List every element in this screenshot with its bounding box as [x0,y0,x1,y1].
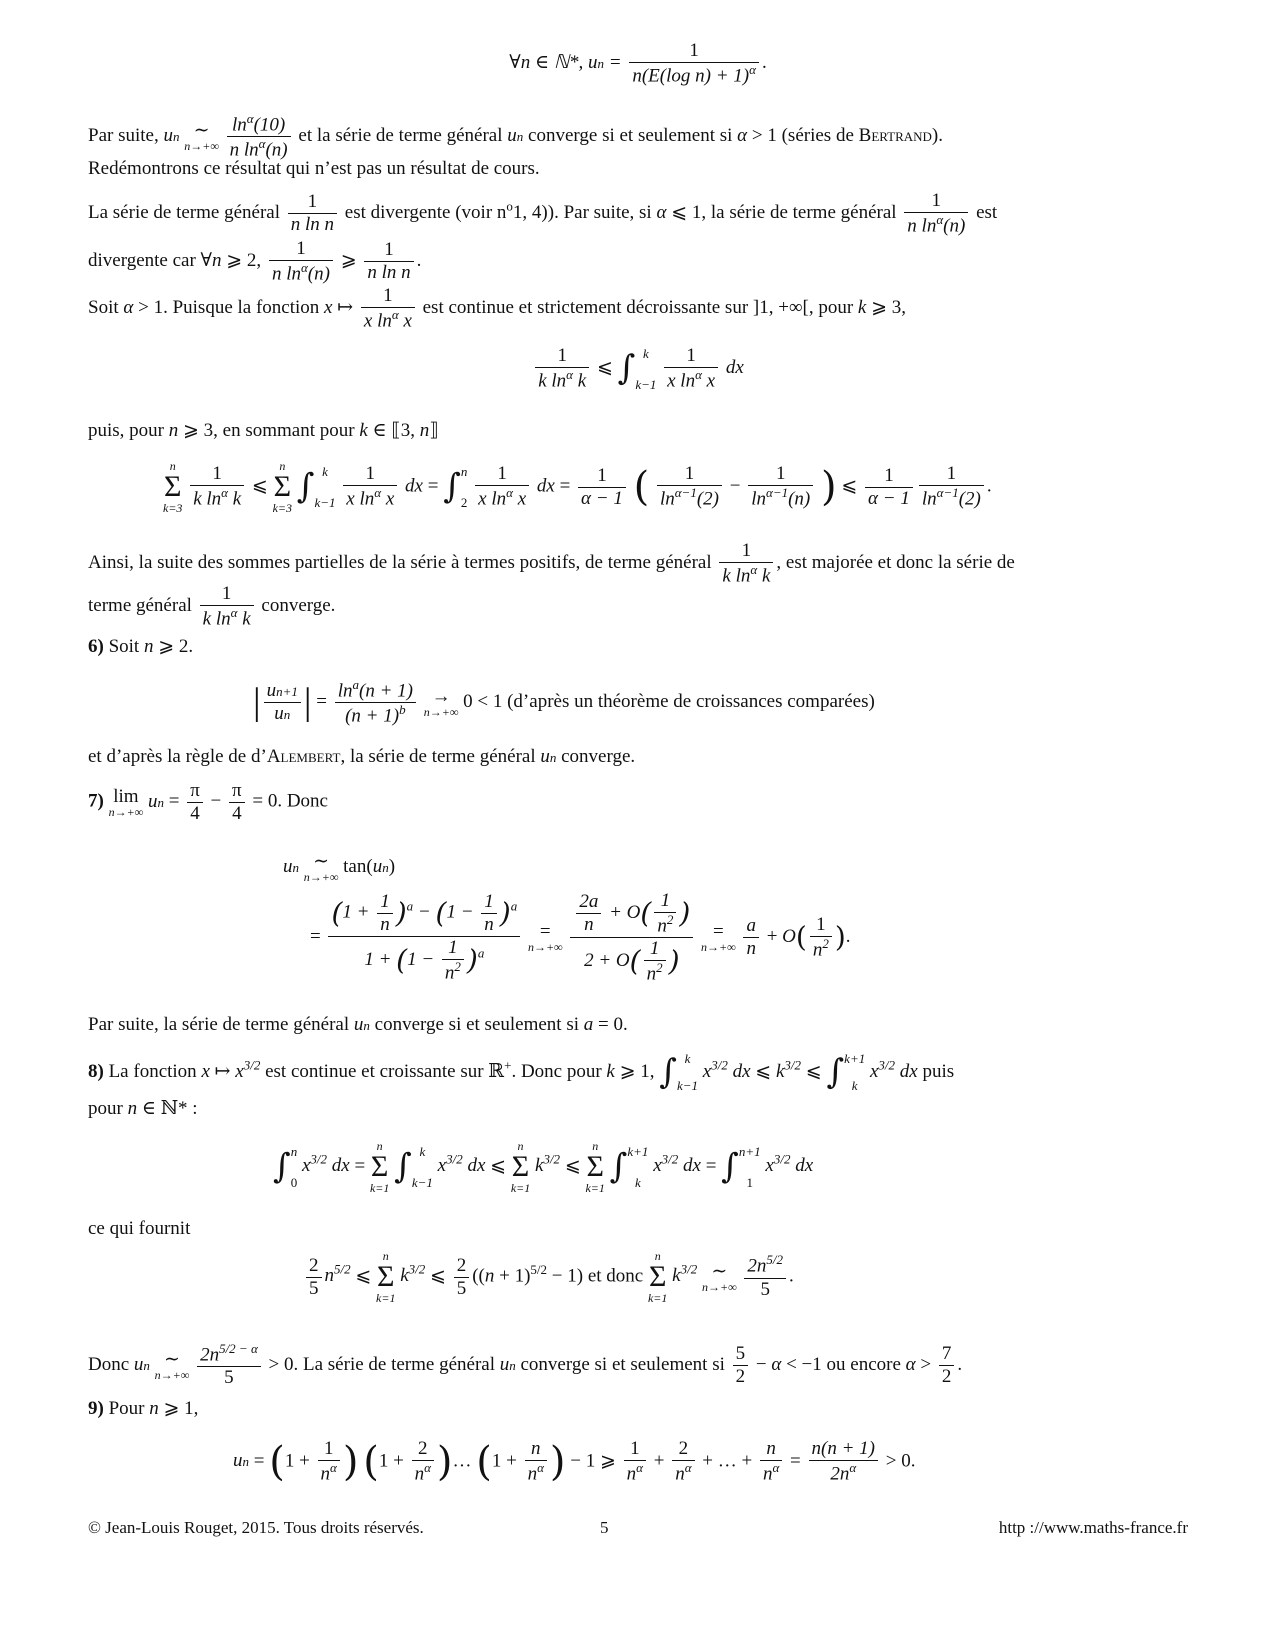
equation-integral-bound: $\frac{1}{k \ln^\alpha k}$ ⩽ ∫ k k−1 $\frac{1}{x \ln^\alpha x}$ dx [88,345,1188,392]
item-8-heading: 8) La fonction x ↦ $x^{3/2}$ est continue et croissante sur ℝ+. Donc pour k ⩾ 1, ∫ k k−1 $x^{3/2}$ dx ⩽ $k^{3/2}$ ⩽ ∫ k+1 k $x^{3/2}$ dx puis [88,1051,955,1094]
text-line: et d’après la règle de d’Alembert, la série de terme général un converge. [88,746,636,767]
equation-integral-comparison: ∫ n 0 $x^{3/2}$ dx = n Σ k=1 ∫ k k−1 $x^{3/2}$ dx ⩽ n Σ k=1 $k^{3/2}$ ⩽ n Σ k=1 ∫ k+1 k $x^{3/2}$ dx = ∫ n+1 1 $x^{3/2}$ dx [273,1139,814,1195]
document-page [88,0,1188,1650]
item-9-heading: 9) Pour n ⩾ 1, [88,1398,199,1419]
equation-sum-chain: n Σ k=3 $\frac{1}{k \ln^\alpha k}$ ⩽ n Σ k=3 ∫ k k−1 $\frac{1}{x \ln^\alpha x}$ dx = ∫ n 2 $\frac{1}{x \ln^\alpha x}$ dx = $\frac{1}{\alpha - 1}$ ( $\frac{1}{\ln^{\alpha-1}(2)}$ − $\frac{1}{\ln^{\alpha-1}(n)}$ ) ⩽ $\frac{1}{\alpha - 1}$ $\frac{1}{\ln^{\alpha-1}(2)}$ . [163,459,992,515]
footer-page-number: 5 [600,1518,609,1537]
equation-tan-expansion: = (1 + $\frac{1}{n}$ )$^a$ − (1 − $\frac{1}{n}$ )$^a$ 1 + (1 − $\frac{1}{n^2}$ )$^a$ = n→+∞ $\frac{2a}{n}$ + O( $\frac{1}{n^2}$ ) 2 + O( $\frac{1}{n^2}$ ) = n→+∞ $\frac{a}{n}$ + O( $\frac{1}{n^2}$ ). [310,890,851,985]
equation-sum-equivalent: $\frac{2}{5}$ $n^{5/2}$ ⩽ n Σ k=1 $k^{3/2}$ ⩽ $\frac{2}{5}$ $((n + 1)^{5/2} - 1)$ et donc n Σ k=1 $k^{3/2}$ ∼ n→+∞ $\frac{2n^{5/2}}{5}$ . [303,1250,794,1304]
footer-url[interactable]: http ://www.maths-france.fr [998,1518,1188,1537]
item-6-heading: 6) Soit n ⩾ 2. [88,636,194,657]
paragraph-divergence-cont: divergente car ∀n ⩾ 2, $\frac{1}{n \ln^\alpha(n)}$ ⩾ $\frac{1}{\text{n ln n}}$ . [88,238,422,285]
text-line: ce qui fournit [88,1218,191,1239]
equation-dalembert: | $\frac{un+1}{un}$ | = $\frac{\ln^a(n + 1)}{(n + 1)^b}$ → n→+∞ 0 < 1 (d’après un théorème de croissances comparées) [253,677,875,727]
text-line: pour n ∈ ℕ* : [88,1098,198,1119]
equation-tan-equivalent: un ∼ n→+∞ tan(un) [283,851,396,884]
text-line: puis, pour n ⩾ 3, en sommant pour k ∈ ⟦3, n⟧ [88,420,439,441]
paragraph-ainsi: Ainsi, la suite des sommes partielles de la série à termes positifs, de terme général $\frac{1}{k \ln^\alpha k}$ , est majorée et donc la série de [88,540,1015,587]
paragraph-ainsi-cont: terme général $\frac{1}{k \ln^\alpha k}$ converge. [88,583,336,630]
item-7-heading: 7) lim n→+∞ un = $\frac{\pi}{4}$ − $\frac{\pi}{4}$ = 0. Donc [88,780,328,824]
text-line: Par suite, la série de terme général un converge si et seulement si a = 0. [88,1014,628,1035]
equation-un-definition: ∀n ∈ ℕ*, un = $\frac{1}{n(E(\log n) + 1)^\alpha}$ . [509,40,767,87]
paragraph-divergence: La série de terme général $\frac{1}{\text{n ln n}}$ est divergente (voir $n^o1$, 4)). Par suite, si α ⩽ 1, la série de terme général $\frac{1}{n \ln^\alpha(n)}$ est [88,190,998,237]
equation-product-bound: un = (1 + $\frac{1}{n^\alpha}$ ) (1 + $\frac{2}{n^\alpha}$ )… (1 + $\frac{n}{n^\alpha}$ ) − 1 ⩾ $\frac{1}{n^\alpha}$ + $\frac{2}{n^\alpha}$ + … + $\frac{n}{n^\alpha}$ = $\frac{n(n + 1)}{2n^\alpha}$ > 0. [233,1438,916,1485]
footer-copyright: © Jean-Louis Rouget, 2015. Tous droits réservés. [88,1518,424,1537]
text-line: Redémontrons ce résultat qui n’est pas un résultat de cours. [88,158,540,179]
paragraph-bertrand: Par suite, un ∼ n→+∞ $\frac{\ln^\alpha(10)}{n \ln^\alpha(n)}$ et la série de terme général un converge si et seulement si α > 1 (séries de Bertrand). [88,111,943,161]
paragraph-donc-un: Donc un ∼ n→+∞ $\frac{2n^{5/2 - \alpha}}{5}$ > 0. La série de terme général un converge si et seulement si $\frac{5}{2}$ − α < −1 ou encore α > $\frac{7}{2}$ . [88,1341,963,1389]
paragraph-soit-alpha: Soit α > 1. Puisque la fonction x ↦ $\frac{1}{x \ln^\alpha x}$ est continue et strictement décroissante sur ]1, +∞[, pour k ⩾ 3, [88,285,907,332]
